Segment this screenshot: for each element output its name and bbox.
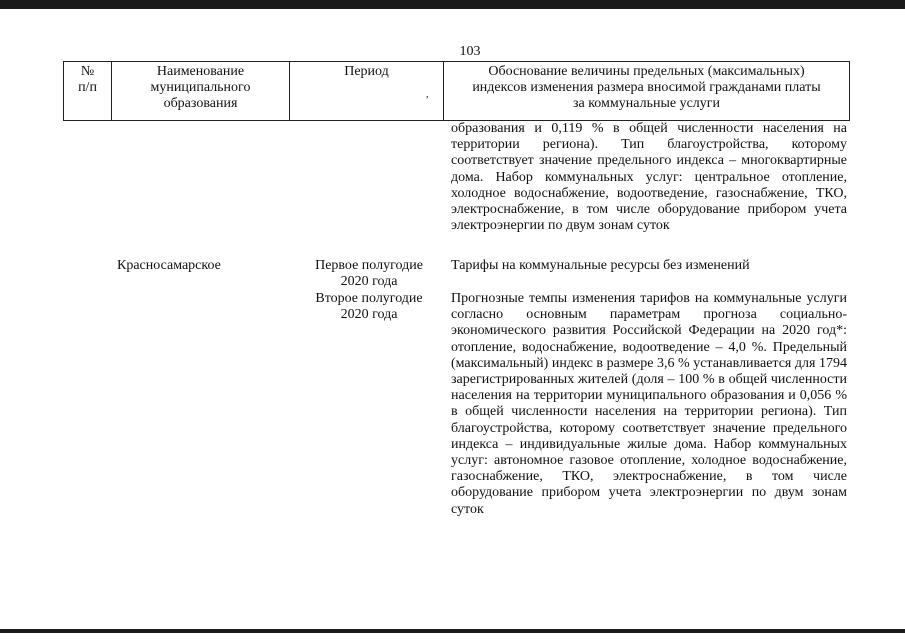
period-first-half: Первое полугодие 2020 года [315, 258, 423, 290]
top-border-bar [0, 0, 905, 9]
period-second-half: Второе полугодие 2020 года [315, 291, 423, 323]
column-divider [849, 61, 850, 121]
tariff-text-second-half: Прогнозные темпы изменения тарифов на коммунальные услуги согласно основным параметрам прогноза социально-экономического развития Российской Федерации на 2020 год*: отопление, водоснабжение, водоотведение – 4,0 %. Предельный (максимальный) индекс в размере 3,6 % устанавливается для 1794 зарегистрированных жителей (доля – 100 % в общей численности населения на территории муниципального образования и 0,056 % в общей численности населения на территории региона). Тип благоустройства, которому соответствует значение предельного индекса – индивидуальные жилые дома. Набор коммунальных услуг: автономное газовое отопление, холодное водоснабжение, газоснабжение, ТКО, электроснабжение, в том числе оборудование прибором учета электроэнергии по двум зонам суток [451, 291, 847, 517]
header-justification: Обоснование величины предельных (максимальных) индексов изменения размера вносимой гражданами платы за коммунальные услуги [472, 64, 821, 111]
header-number: № п/п [78, 64, 97, 95]
header-top-border [63, 61, 850, 62]
tariff-text-first-half: Тарифы на коммунальные ресурсы без изменений [451, 258, 750, 273]
scan-speck: , [426, 89, 429, 100]
page-number: 103 [459, 44, 481, 59]
municipality-name: Красносамарское [117, 258, 221, 273]
bottom-border-bar [0, 629, 905, 633]
header-municipality: Наименование муниципального образования [150, 64, 251, 111]
header-period: Период [344, 64, 389, 79]
continuation-text: образования и 0,119 % в общей численности населения на территории региона). Тип благоустройства, которому соответствует значение предельного индекса – многоквартирные дома. Набор коммунальных услуг: центральное отопление, холодное водоснабжение, водоотведение, газоснабжение, ТКО, электроснабжение, в том числе оборудование прибором учета электроэнергии по двум зонам суток [451, 121, 847, 234]
